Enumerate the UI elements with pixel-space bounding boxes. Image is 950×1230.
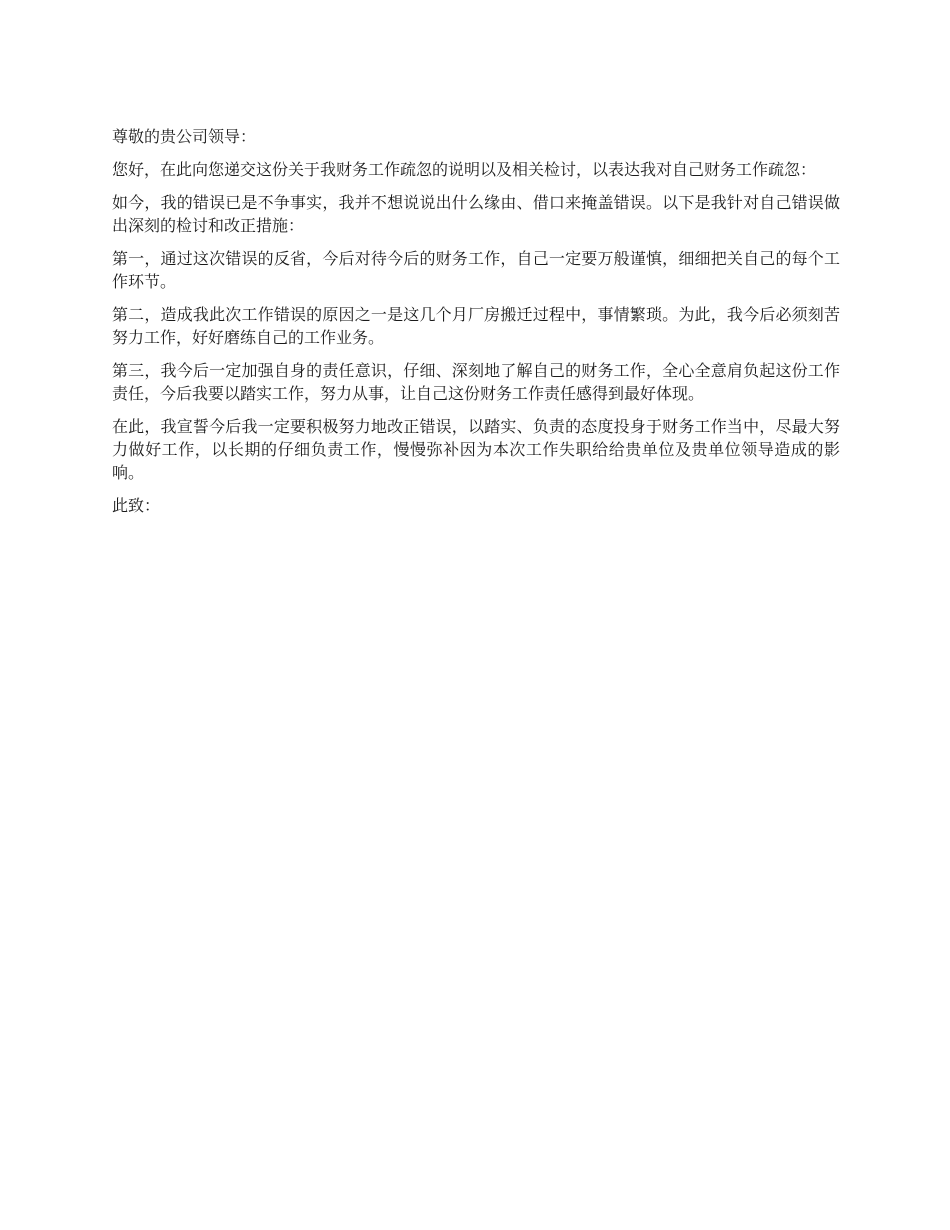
letter-body: [112, 125, 840, 527]
paragraph-acknowledgement: 如今，我的错误已是不争事实，我并不想说说出什么缘由、借口来掩盖错误。以下是我针对自己错误做出深刻的检讨和改正措施：: [112, 193, 840, 235]
salutation: 尊敬的贵公司领导：: [112, 127, 257, 146]
paragraph-point-three: 第三，我今后一定加强自身的责任意识，仔细、深刻地了解自己的财务工作，全心全意肩负起这份工作责任，今后我要以踏实工作，努力从事，让自己这份财务工作责任感得到最好体现。: [112, 361, 840, 403]
paragraph-point-one: 第一，通过这次错误的反省，今后对待今后的财务工作，自己一定要万般谨慎，细细把关自己的每个工作环节。: [112, 249, 840, 291]
paragraph-point-two: 第二，造成我此次工作错误的原因之一是这几个月厂房搬迁过程中，事情繁琐。为此，我今后必须刻苦努力工作，好好磨练自己的工作业务。: [112, 305, 840, 347]
paragraph-pledge: 在此，我宣誓今后我一定要积极努力地改正错误，以踏实、负责的态度投身于财务工作当中，尽最大努力做好工作，以长期的仔细负责工作，慢慢弥补因为本次工作失职给给贵单位及贵单位领导造成的影响。: [112, 417, 840, 482]
closing: 此致：: [112, 496, 161, 515]
paragraph-greeting: 您好，在此向您递交这份关于我财务工作疏忽的说明以及相关检讨，以表达我对自己财务工作疏忽：: [112, 160, 817, 179]
